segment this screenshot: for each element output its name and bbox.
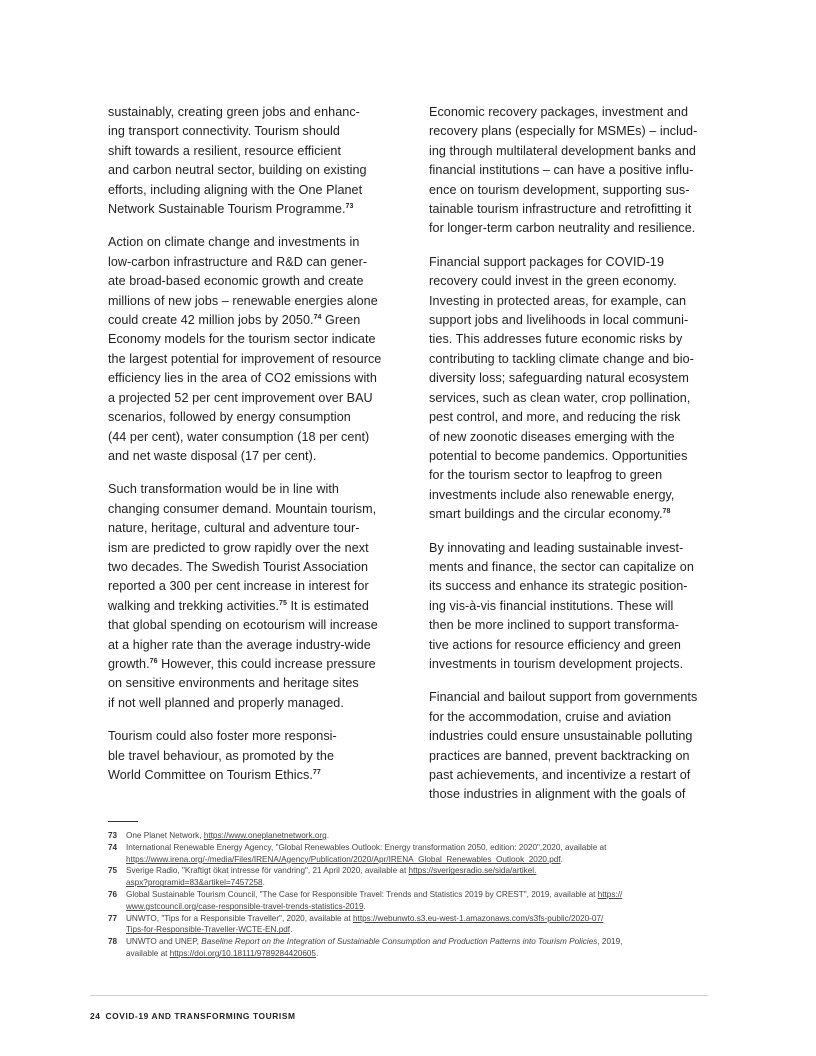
footnote-link[interactable]: https://: [597, 889, 623, 899]
footnote-ref[interactable]: 78: [662, 508, 671, 516]
right-column: [429, 103, 713, 819]
footnote-77: 77 UNWTO, "Tips for a Responsible Traveller", 2020, available at https://webunwto.s3.eu-west-1.amazonaws.com/s3fs-public/2020-07/ Tips-for-Responsible-Traveller-WCTE-EN.pdf.: [108, 913, 604, 935]
footnote-ref[interactable]: 76: [149, 657, 158, 665]
footnotes: [108, 830, 708, 960]
footnote-76: 76 Global Sustainable Tourism Council, "The Case for Responsible Travel: Trends and Statistics 2019 by CREST", 2019, available at https:// www.gstcouncil.org/case-responsible-travel-trends-statistics-2019.: [108, 889, 623, 911]
footnote-link[interactable]: https://doi.org/10.18111/9789284420605: [169, 948, 316, 958]
footer-divider: [90, 995, 708, 996]
footnote-ref[interactable]: 73: [345, 203, 354, 211]
paragraph: Action on climate change and investments in low-carbon infrastructure and R&D can gener- ate broad-based economic growth and create millions of new jobs – renewable energies alone could create 42 million jobs by 2050.74 Green Economy models for the tourism sector indicate the largest potential for improvement of resource efficiency lies in the area of CO2 emissions with a projected 52 per cent improvement over BAU scenarios, followed by energy consumption (44 per cent), water consumption (18 per cent) and net waste disposal (17 per cent).: [108, 235, 382, 463]
left-column: [108, 103, 392, 799]
paragraph: Economic recovery packages, investment and recovery plans (especially for MSMEs) – includ- ing through multilateral development banks and financial institutions – can have a positive influ- ence on tourism development, supporting sus- tainable tourism infrastructure and retrofitting it for longer-term carbon neutrality and resilience.: [429, 105, 698, 236]
page-footer: [90, 1011, 296, 1021]
footnote-ref[interactable]: 75: [279, 599, 287, 607]
paragraph: Financial support packages for COVID-19 recovery could invest in the green economy. Investing in protected areas, for example, can support jobs and livelihoods in local communi- ties. This addresses future economic risks by contributing to tackling climate change and bio- diversity loss; safeguarding natural ecosystem services, such as clean water, crop pollination, pest control, and more, and reducing the risk of new zoonotic diseases emerging with the potential to become pandemics. Opportunities for the tourism sector to leapfrog to green investments include also renewable energy, smart buildings and the circular economy.$^{78}$: [429, 254, 694, 522]
footnote-link[interactable]: aspx?programid=83&artikel=7457258: [126, 878, 263, 888]
footnote-78: 78 UNWTO and UNEP, Baseline Report on the Integration of Sustainable Consumption and Production Patterns into Tourism Policies, 2019, available at https://doi.org/10.18111/9789284420605.: [108, 937, 623, 958]
footnote-link[interactable]: https://www.oneplanetnetwork.org: [203, 831, 327, 840]
footnote-73: 73 One Planet Network, https://www.oneplanetnetwork.org.: [108, 831, 329, 840]
footnote-link[interactable]: Tips-for-Responsible-Traveller-WCTE-EN.pdf: [126, 925, 291, 935]
paragraph: sustainably, creating green jobs and enhanc- ing transport connectivity. Tourism should shift towards a resilient, resource efficient and carbon neutral sector, building on existing efforts, including aligning with the One Planet Network Sustainable Tourism Programme.$^{73}$: [108, 105, 367, 217]
footnote-link[interactable]: https://www.irena.org/-/media/Files/IRENA/Agency/Publication/2020/Apr/IRENA_Global_Renewables_Outlook_2020.pdf: [126, 854, 561, 864]
paragraph: Financial and bailout support from governments for the accommodation, cruise and aviation industries could ensure unsustainable polluting practices are banned, prevent backtracking on past achievements, and incentivize a restart of those industries in alignment with the goals of: [429, 690, 698, 802]
footnote-link[interactable]: www.gstcouncil.org/case-responsible-travel-trends-statistics-2019: [126, 901, 364, 911]
footnote-link[interactable]: https://sverigesradio.se/sida/artikel.: [408, 866, 537, 876]
page-number: 24: [90, 1011, 101, 1021]
footnote-ref[interactable]: 74: [313, 314, 322, 322]
paragraph: Such transformation would be in line with changing consumer demand. Mountain tourism, nature, heritage, cultural and adventure tour- ism are predicted to grow rapidly over the next two decades. The Swedish Tourist Association reported a 300 per cent increase in interest for walking and trekking activities.$^{75}$ It is estimated that global spending on ecotourism will increase at a higher rate than the average industry-wide growth.$^{76}$ However, this could increase pressure on sensitive environments and heritage sites if not well planned and properly managed.: [108, 482, 378, 710]
footnote-divider: [108, 821, 138, 822]
footnote-75: 75 Sverige Radio, "Kraftigt ökat intresse för vandring", 21 April 2020, available at https://sverigesradio.se/sida/artikel. aspx?programid=83&artikel=7457258.: [108, 866, 537, 888]
paragraph: Tourism could also foster more responsi- ble travel behaviour, as promoted by the World Committee on Tourism Ethics.$^{77}$: [108, 729, 337, 782]
footer-title: COVID-19 AND TRANSFORMING TOURISM: [105, 1011, 296, 1021]
paragraph: By innovating and leading sustainable invest- ments and finance, the sector can capitalize on its success and enhance its strategic position- ing vis-à-vis financial institutions. These will then be more inclined to support transforma- tive actions for resource efficiency and green investments in tourism development projects.: [429, 540, 694, 671]
footnote-ref[interactable]: 77: [312, 769, 321, 776]
footnote-link[interactable]: https://webunwto.s3.eu-west-1.amazonaws.com/s3fs-public/2020-07/: [352, 913, 604, 923]
footnote-74: 74 International Renewable Energy Agency, "Global Renewables Outlook: Energy transformation 2050, edition: 2020",2020, available at https://www.irena.org/-/media/Files/IRENA/Agency/Publication/2020/Apr/IRENA_Global_Renewables_Outlook_2020.pdf.: [108, 842, 607, 864]
